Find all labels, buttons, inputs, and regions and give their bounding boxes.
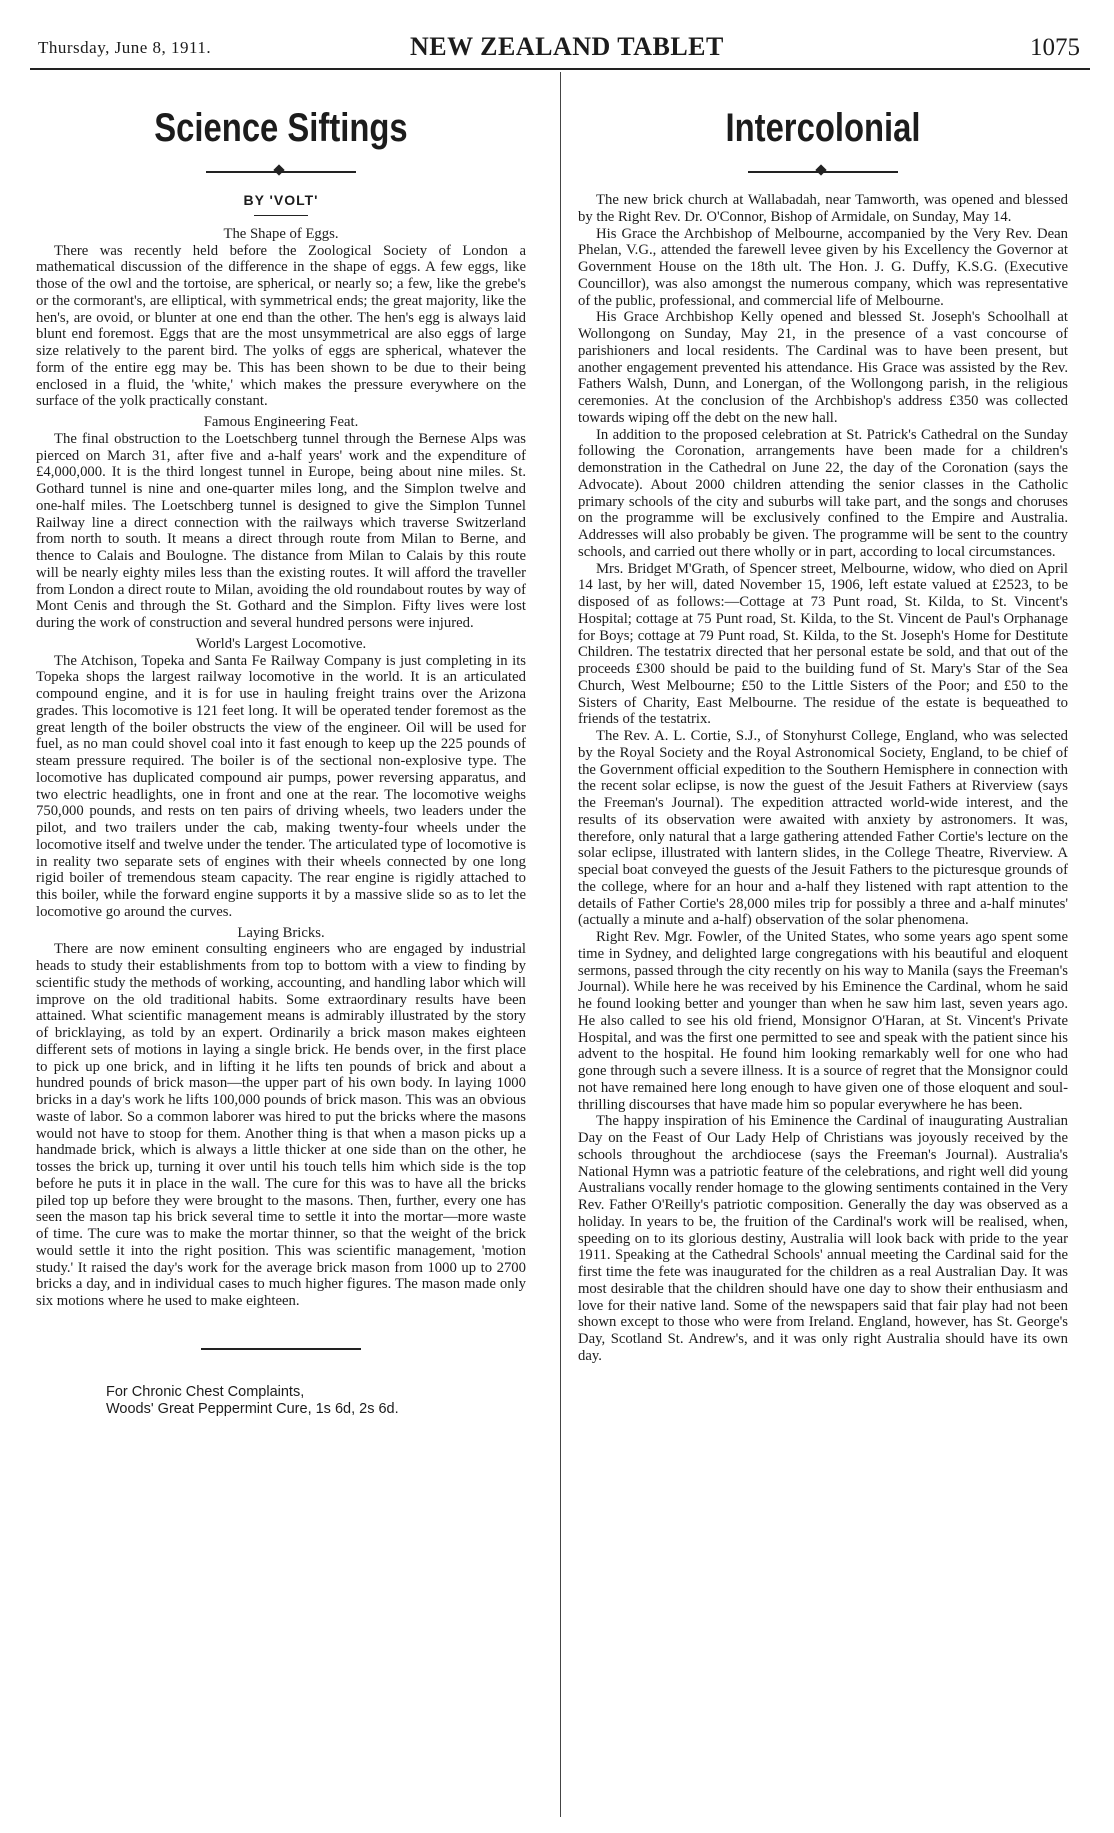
page-number: 1075 xyxy=(1030,34,1080,61)
section-title-science-siftings: Science Siftings xyxy=(154,106,408,150)
article-shape-of-eggs: There was recently held before the Zoological Society of London a mathematical discussion of the difference in the shape of eggs. A few eggs, like those of the owl and the tortoise, are spherical, or nearly so; a few, like the grebe's or the cormorant's, are elliptical, with symmetrical ends; the great majority, like the hen's, are ovoid, or blunter at one end than the other. The hen's egg is always laid blunt end foremost. Eggs that are the most unsymmetrical are also eggs of large size relatively to the parent bird. The yolks of eggs are spherical, whatever the form of the entire egg may be. This has been shown to be due to their being enclosed in a fluid, the 'white,' which makes the pressure everywhere on the surface of the yolk practically constant. xyxy=(36,242,526,410)
ornament-rule xyxy=(748,166,898,178)
header-rule xyxy=(30,68,1090,70)
newspaper-page xyxy=(30,30,1090,1820)
subhead-engineering-feat: Famous Engineering Feat. xyxy=(203,414,359,430)
paragraph-coronation-demonstration: In addition to the proposed celebration at St. Patrick's Cathedral on the Sunday following the Coronation, arrangements have been made for a children's demonstration in the Cathedral on June 22, the day of the Coronation (says the Advocate). About 2000 children attending the senior classes in the Catholic primary schools of the city and suburbs will take part, and the songs and choruses on the programme will be exclusively confined to the Empire and Australia. Addresses will also probably be given. The programme will be sent to the country schools, and carried out there wholly or in part, according to local circumstances. xyxy=(578,426,1068,560)
subhead-shape-of-eggs: The Shape of Eggs. xyxy=(223,225,339,242)
advertisement-line-2: Woods' Great Peppermint Cure, 1s 6d, 2s 6d. xyxy=(106,1400,399,1417)
section-title-intercolonial: Intercolonial xyxy=(725,106,921,150)
paragraph-australian-day: The happy inspiration of his Eminence the Cardinal of inaugurating Australian Day on the Feast of Our Lady Help of Christians was joyously received by the schools throughout the archdiocese (says the Freeman's Journal). Australia's National Hymn was a patriotic feature of the celebrations, and right well did young Australians vocally render homage to the glowing sentiments contained in the Very Rev. Father O'Reilly's patriotic composition. Generally the day was observed as a holiday. In years to be, the fruition of the Cardinal's work will be realised, when, speeding on to its glorious destiny, Australia will look back with pride to the year 1911. Speaking at the Cathedral Schools' annual meeting the Cardinal said for the first time the fete was inaugurated for the children as a real Australian Day. It was most desirable that the children should have one day to show their enthusiasm and love for their native land. Some of the newspapers said that fair play had not been shown except to those who were from Ireland. England, however, has St. George's Day, Scotland St. Andrew's, and it was only right Australia should have its own day. xyxy=(578,1113,1068,1364)
right-column xyxy=(578,80,1068,1365)
advertisement xyxy=(36,1384,526,1418)
paragraph-cortie-expedition: The Rev. A. L. Cortie, S.J., of Stonyhurst College, England, who was selected by the Royal Society and the Royal Astronomical Society, England, to be chief of the Government official expedition to the Southern Hemisphere in connection with the recent solar eclipse, is now the guest of the Jesuit Fathers at Riverview (says the Freeman's Journal). The expedition attracted world-wide interest, and the results of its observation were awaited with anxiety by astronomers. It was, therefore, only natural that a large gathering attended Father Cortie's lecture on the solar eclipse, illustrated with lantern slides, in the College Theatre, Riverview. A special boat conveyed the guests of the Jesuit Fathers to the picturesque grounds of the college, where for an hour and a-half they listened with rapt attention to the details of Father Cortie's 28,000 miles trip for possibly a three and a-half minutes' (actually a minute and a-half) observation of the solar phenomena. xyxy=(578,728,1068,929)
column-divider xyxy=(560,72,561,1817)
subhead-largest-locomotive: World's Largest Locomotive. xyxy=(195,635,367,652)
subhead-laying-bricks: Laying Bricks. xyxy=(237,924,325,941)
article-engineering-feat: The final obstruction to the Loetschberg tunnel through the Bernese Alps was pierced on March 31, after five and a-half years' work and the expenditure of £4,000,000. It is the third longest tunnel in Europe, being about nine miles. St. Gothard tunnel is nine and one-quarter miles long, and the Simplon twelve and one-half miles. The Loetschberg tunnel is designed to give the Simplon Tunnel Railway line a direct connection with the railways which traverse Switzerland from north to south. It means a direct through route from Milan to Berne, and thence to Calais and Boulogne. The distance from Milan to Calais by this route will be nearly eighty miles less than the existing routes. It will afford the traveller from London a direct route to Milan, avoiding the old roundabout routes by way of Mont Cenis and through the St. Gothard and the Simplon. Fifty lives were lost during the work of construction and several hundred persons were injured. xyxy=(36,430,526,631)
paragraph-mgrath-will: Mrs. Bridget M'Grath, of Spencer street, Melbourne, widow, who died on April 14 last, by her will, dated November 15, 1906, left estate valued at £2523, to be disposed of as follows:—Cottage at 73 Punt road, St. Kilda, to St. Vincent's Hospital; cottage at 75 Punt road, St. Kilda, to the St. Vincent de Paul's Orphanage for Boys; cottage at 79 Punt road, St. Kilda, to the St. Joseph's Home for Destitute Children. The testatrix directed that her personal estate be sold, and that out of the proceeds £300 should be paid to the building fund of St. Mary's Star of the Sea Church, West Melbourne; £50 to the Little Sisters of the Poor; and £50 to the Sisters of Charity, East Melbourne. The residue of the estate is bequeathed to friends of the testatrix. xyxy=(578,560,1068,728)
article-laying-bricks: There are now eminent consulting engineers who are engaged by industrial heads to study their establishments from top to bottom with a view to finding by scientific study the methods of working, accounting, and handling labor which will improve on the old traditional habits. Some extraordinary results have been attained. What scientific management means is admirably illustrated by the story of bricklaying, as told by an expert. Ordinarily a brick mason makes eighteen different sets of motions in laying a single brick. He bends over, in the first place to pick up one brick, and in lifting it he lifts ten pounds of brick and about a hundred pounds of brick mason—the upper part of his own body. In laying 1000 bricks in a day's work he lifts 100,000 pounds of brick mason. This was an obvious waste of labor. So a common laborer was hired to put the bricks where the masons would not have to stoop for them. Another thing is that when a mason picks up a handmade brick, which is always a little thicker at one side than on the other, he tosses the brick up, turning it over until his touch tells him which side is the top before he puts it in place in the wall. The cure for this was to have all the bricks piled top up before they were brought to the masons. Then, further, every one has seen the mason tap his brick several time to settle it into the mortar—more waste of time. The cure was to make the mortar thinner, so that the weight of the brick would settle it into the right position. This was scientific management, 'motion study.' It raised the day's work for the average brick mason from 1000 up to 2700 bricks a day, and in individual cases to much higher figures. The mason made only six motions where he used to make eighteen. xyxy=(36,941,526,1309)
advertisement-rule xyxy=(201,1348,361,1350)
page-header xyxy=(30,30,1090,64)
paragraph-wallabadah-church: The new brick church at Wallabadah, near Tamworth, was opened and blessed by the Right Rev. Dr. O'Connor, Bishop of Armidale, on Sunday, May 14. xyxy=(578,192,1068,225)
paper-title: NEW ZEALAND TABLET xyxy=(410,32,724,61)
issue-date: Thursday, June 8, 1911. xyxy=(38,38,212,57)
ornament-rule xyxy=(206,166,356,178)
advertisement-line-1: For Chronic Chest Complaints, xyxy=(106,1383,305,1400)
paragraph-farewell-levee: His Grace the Archbishop of Melbourne, accompanied by the Very Rev. Dean Phelan, V.G., attended the farewell levee given by his Excellency the Governor at Government House on the 18th ult. The Hon. J. G. Duffy, K.S.G. (Executive Councillor), was also amongst the numerous company, which was representative of the public, professional, and commercial life of Melbourne. xyxy=(578,225,1068,309)
paragraph-wollongong-schoolhall: His Grace Archbishop Kelly opened and blessed St. Joseph's Schoolhall at Wollongong on Sunday, May 21, in the presence of a vast concourse of parishioners and local residents. The Cardinal was to have been present, but another engagement prevented his attendance. His Grace was assisted by the Rev. Fathers Walsh, Dunn, and Lonergan, of the Wollongong parish, in the religious ceremonies. At the conclusion of the Archbishop's address £350 was collected towards wiping off the debt on the new hall. xyxy=(578,309,1068,426)
byline-rule xyxy=(254,215,308,216)
byline: BY 'VOLT' xyxy=(243,192,319,208)
paragraph-mgr-fowler: Right Rev. Mgr. Fowler, of the United States, who some years ago spent some time in Sydney, and delighted large congregations with his beautiful and eloquent sermons, passed through the city recently on his way to Manila (says the Freeman's Journal). While here he was received by his Eminence the Cardinal, whom he said he found looking better and younger than when he saw him last, seven years ago. He also called to see his old friend, Monsignor O'Haran, at St. Vincent's Private Hospital, and was the first one permitted to see and speak with the patient since his advent to the hospital. He found him looking remarkably well for one who had gone through such a severe illness. It is a source of regret that the Monsignor could not have remained here long enough to have given one of those eloquent and soul-thrilling discourses that have made him so popular everywhere he has been. xyxy=(578,929,1068,1113)
left-column xyxy=(36,80,526,1418)
article-largest-locomotive: The Atchison, Topeka and Santa Fe Railway Company is just completing in its Topeka shops the largest railway locomotive in the world. It is an articulated compound engine, and it is for use in hauling freight trains over the Arizona grades. This locomotive is 121 feet long. It will be operated tender foremost as the great length of the boiler obstructs the view of the engineer. Oil will be used for fuel, as no man could shovel coal into it fast enough to keep up the 225 pounds of steam pressure required. The boiler is of the sectional non-explosive type. The locomotive has duplicated compound air pumps, power reversing apparatus, and two electric headlights, one in front and one at the rear. The locomotive weighs 750,000 pounds, and rests on ten pairs of driving wheels, two leaders under the pilot, and two trailers under the cab, making twenty-four wheels under the locomotive itself and twelve under the tender. The articulated type of locomotive is in reality two separate sets of engines with their wheels connected by one long rigid boiler of tremendous steam capacity. The rear engine is rigidly attached to this boiler, while the forward engine supports it by a massive slide so as to let the locomotive go around the curves. xyxy=(36,652,526,920)
